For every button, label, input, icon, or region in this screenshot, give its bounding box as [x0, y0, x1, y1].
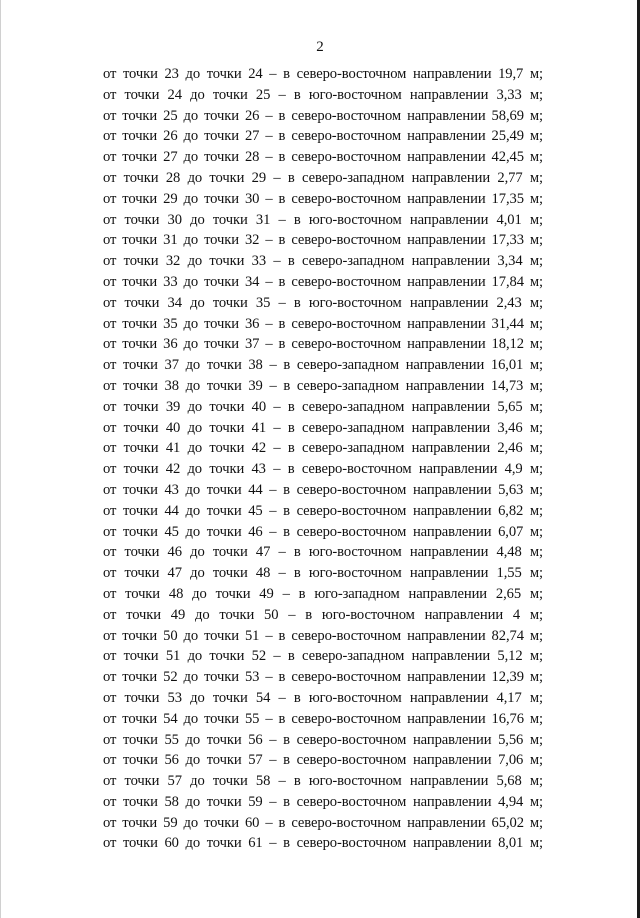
boundary-segment-line [0, 189, 640, 210]
boundary-segment-text: от точки 37 до точки 38 – в северо-западном направлении 16,01 м; [103, 357, 543, 374]
boundary-segment-text: от точки 26 до точки 27 – в северо-восточном направлении 25,49 м; [103, 128, 543, 145]
boundary-segment-text: от точки 53 до точки 54 – в юго-восточном направлении 4,17 м; [103, 689, 543, 706]
boundary-segment-text: от точки 47 до точки 48 – в юго-восточном направлении 1,55 м; [103, 565, 543, 582]
boundary-segment-line [0, 522, 640, 543]
boundary-segment-text: от точки 52 до точки 53 – в северо-восточном направлении 12,39 м; [103, 669, 543, 686]
boundary-segment-line [0, 605, 640, 626]
boundary-segment-line [0, 168, 640, 189]
boundary-segment-line [0, 293, 640, 314]
boundary-segment-line [0, 272, 640, 293]
boundary-segment-text: от точки 41 до точки 42 – в северо-западном направлении 2,46 м; [103, 440, 543, 457]
boundary-segment-line [0, 584, 640, 605]
boundary-segment-line [0, 501, 640, 522]
boundary-segment-text: от точки 50 до точки 51 – в северо-восточном направлении 82,74 м; [103, 627, 543, 644]
boundary-segment-text: от точки 57 до точки 58 – в юго-восточном направлении 5,68 м; [103, 773, 543, 790]
boundary-segment-line [0, 230, 640, 251]
boundary-segment-text: от точки 56 до точки 57 – в северо-восточном направлении 7,06 м; [103, 752, 543, 769]
boundary-segment-text: от точки 34 до точки 35 – в юго-восточном направлении 2,43 м; [103, 294, 543, 311]
boundary-segment-text: от точки 23 до точки 24 – в северо-восточном направлении 19,7 м; [103, 66, 543, 82]
boundary-segment-text: от точки 38 до точки 39 – в северо-западном направлении 14,73 м; [103, 377, 543, 394]
boundary-segment-line [0, 64, 640, 85]
boundary-segment-text: от точки 60 до точки 61 – в северо-восточном направлении 8,01 м; [103, 835, 543, 852]
boundary-segment-line [0, 730, 640, 751]
boundary-segment-text: от точки 30 до точки 31 – в юго-восточном направлении 4,01 м; [103, 211, 543, 228]
boundary-segment-line [0, 126, 640, 147]
boundary-segment-line [0, 376, 640, 397]
boundary-segment-text: от точки 29 до точки 30 – в северо-восточном направлении 17,35 м; [103, 190, 543, 207]
boundary-segment-text: от точки 44 до точки 45 – в северо-восточном направлении 6,82 м; [103, 502, 543, 519]
boundary-segment-line [0, 334, 640, 355]
boundary-segment-line [0, 355, 640, 376]
boundary-segment-text: от точки 25 до точки 26 – в северо-восточном направлении 58,69 м; [103, 107, 543, 124]
boundary-segment-text: от точки 28 до точки 29 – в северо-западном направлении 2,77 м; [103, 169, 543, 186]
boundary-segment-line [0, 792, 640, 813]
boundary-segment-text: от точки 35 до точки 36 – в северо-восточном направлении 31,44 м; [103, 315, 543, 332]
boundary-segment-line [0, 438, 640, 459]
boundary-segment-text: от точки 32 до точки 33 – в северо-западном направлении 3,34 м; [103, 253, 543, 270]
boundary-segment-line [0, 750, 640, 771]
boundary-segment-line [0, 563, 640, 584]
boundary-segment-text: от точки 58 до точки 59 – в северо-восточном направлении 4,94 м; [103, 793, 543, 810]
boundary-segment-line [0, 418, 640, 439]
boundary-segment-line [0, 480, 640, 501]
boundary-segment-line [0, 106, 640, 127]
boundary-segment-line [0, 709, 640, 730]
boundary-segment-line [0, 646, 640, 667]
boundary-segment-line [0, 688, 640, 709]
boundary-segment-text: от точки 43 до точки 44 – в северо-восточном направлении 5,63 м; [103, 481, 543, 498]
boundary-segment-line [0, 210, 640, 231]
boundary-segment-text: от точки 55 до точки 56 – в северо-восточном направлении 5,56 м; [103, 731, 543, 748]
boundary-segment-line [0, 314, 640, 335]
boundary-segment-text: от точки 45 до точки 46 – в северо-восточном направлении 6,07 м; [103, 523, 543, 540]
boundary-segment-text: от точки 33 до точки 34 – в северо-восточном направлении 17,84 м; [103, 273, 543, 290]
boundary-segment-line [0, 397, 640, 418]
boundary-segment-text: от точки 31 до точки 32 – в северо-восточном направлении 17,33 м; [103, 232, 543, 249]
boundary-segment-text: от точки 54 до точки 55 – в северо-восточном направлении 16,76 м; [103, 710, 543, 727]
boundary-segment-line [0, 813, 640, 834]
boundary-segment-text: от точки 49 до точки 50 – в юго-восточном направлении 4 м; [103, 606, 543, 623]
boundary-segment-text: от точки 46 до точки 47 – в юго-восточном направлении 4,48 м; [103, 544, 543, 561]
boundary-segment-line [0, 542, 640, 563]
boundary-segment-line [0, 626, 640, 647]
boundary-segment-line [0, 251, 640, 272]
boundary-segment-line [0, 833, 640, 854]
boundary-segment-text: от точки 48 до точки 49 – в юго-западном направлении 2,65 м; [103, 585, 543, 602]
boundary-segment-line [0, 771, 640, 792]
boundary-segment-line [0, 85, 640, 106]
boundary-segment-text: от точки 40 до точки 41 – в северо-западном направлении 3,46 м; [103, 419, 543, 436]
page-number: 2 [316, 39, 324, 55]
boundary-segment-text: от точки 36 до точки 37 – в северо-восточном направлении 18,12 м; [103, 336, 543, 353]
boundary-segment-text: от точки 39 до точки 40 – в северо-западном направлении 5,65 м; [103, 398, 543, 415]
boundary-segment-line [0, 667, 640, 688]
boundary-segment-text: от точки 42 до точки 43 – в северо-восточном направлении 4,9 м; [103, 461, 543, 478]
boundary-segment-line [0, 147, 640, 168]
boundary-segment-text: от точки 51 до точки 52 – в северо-западном направлении 5,12 м; [103, 648, 543, 665]
boundary-description-list [0, 64, 640, 854]
boundary-segment-text: от точки 59 до точки 60 – в северо-восточном направлении 65,02 м; [103, 814, 543, 831]
boundary-segment-line [0, 459, 640, 480]
boundary-segment-text: от точки 27 до точки 28 – в северо-восточном направлении 42,45 м; [103, 149, 543, 166]
boundary-segment-text: от точки 24 до точки 25 – в юго-восточном направлении 3,33 м; [103, 86, 543, 103]
